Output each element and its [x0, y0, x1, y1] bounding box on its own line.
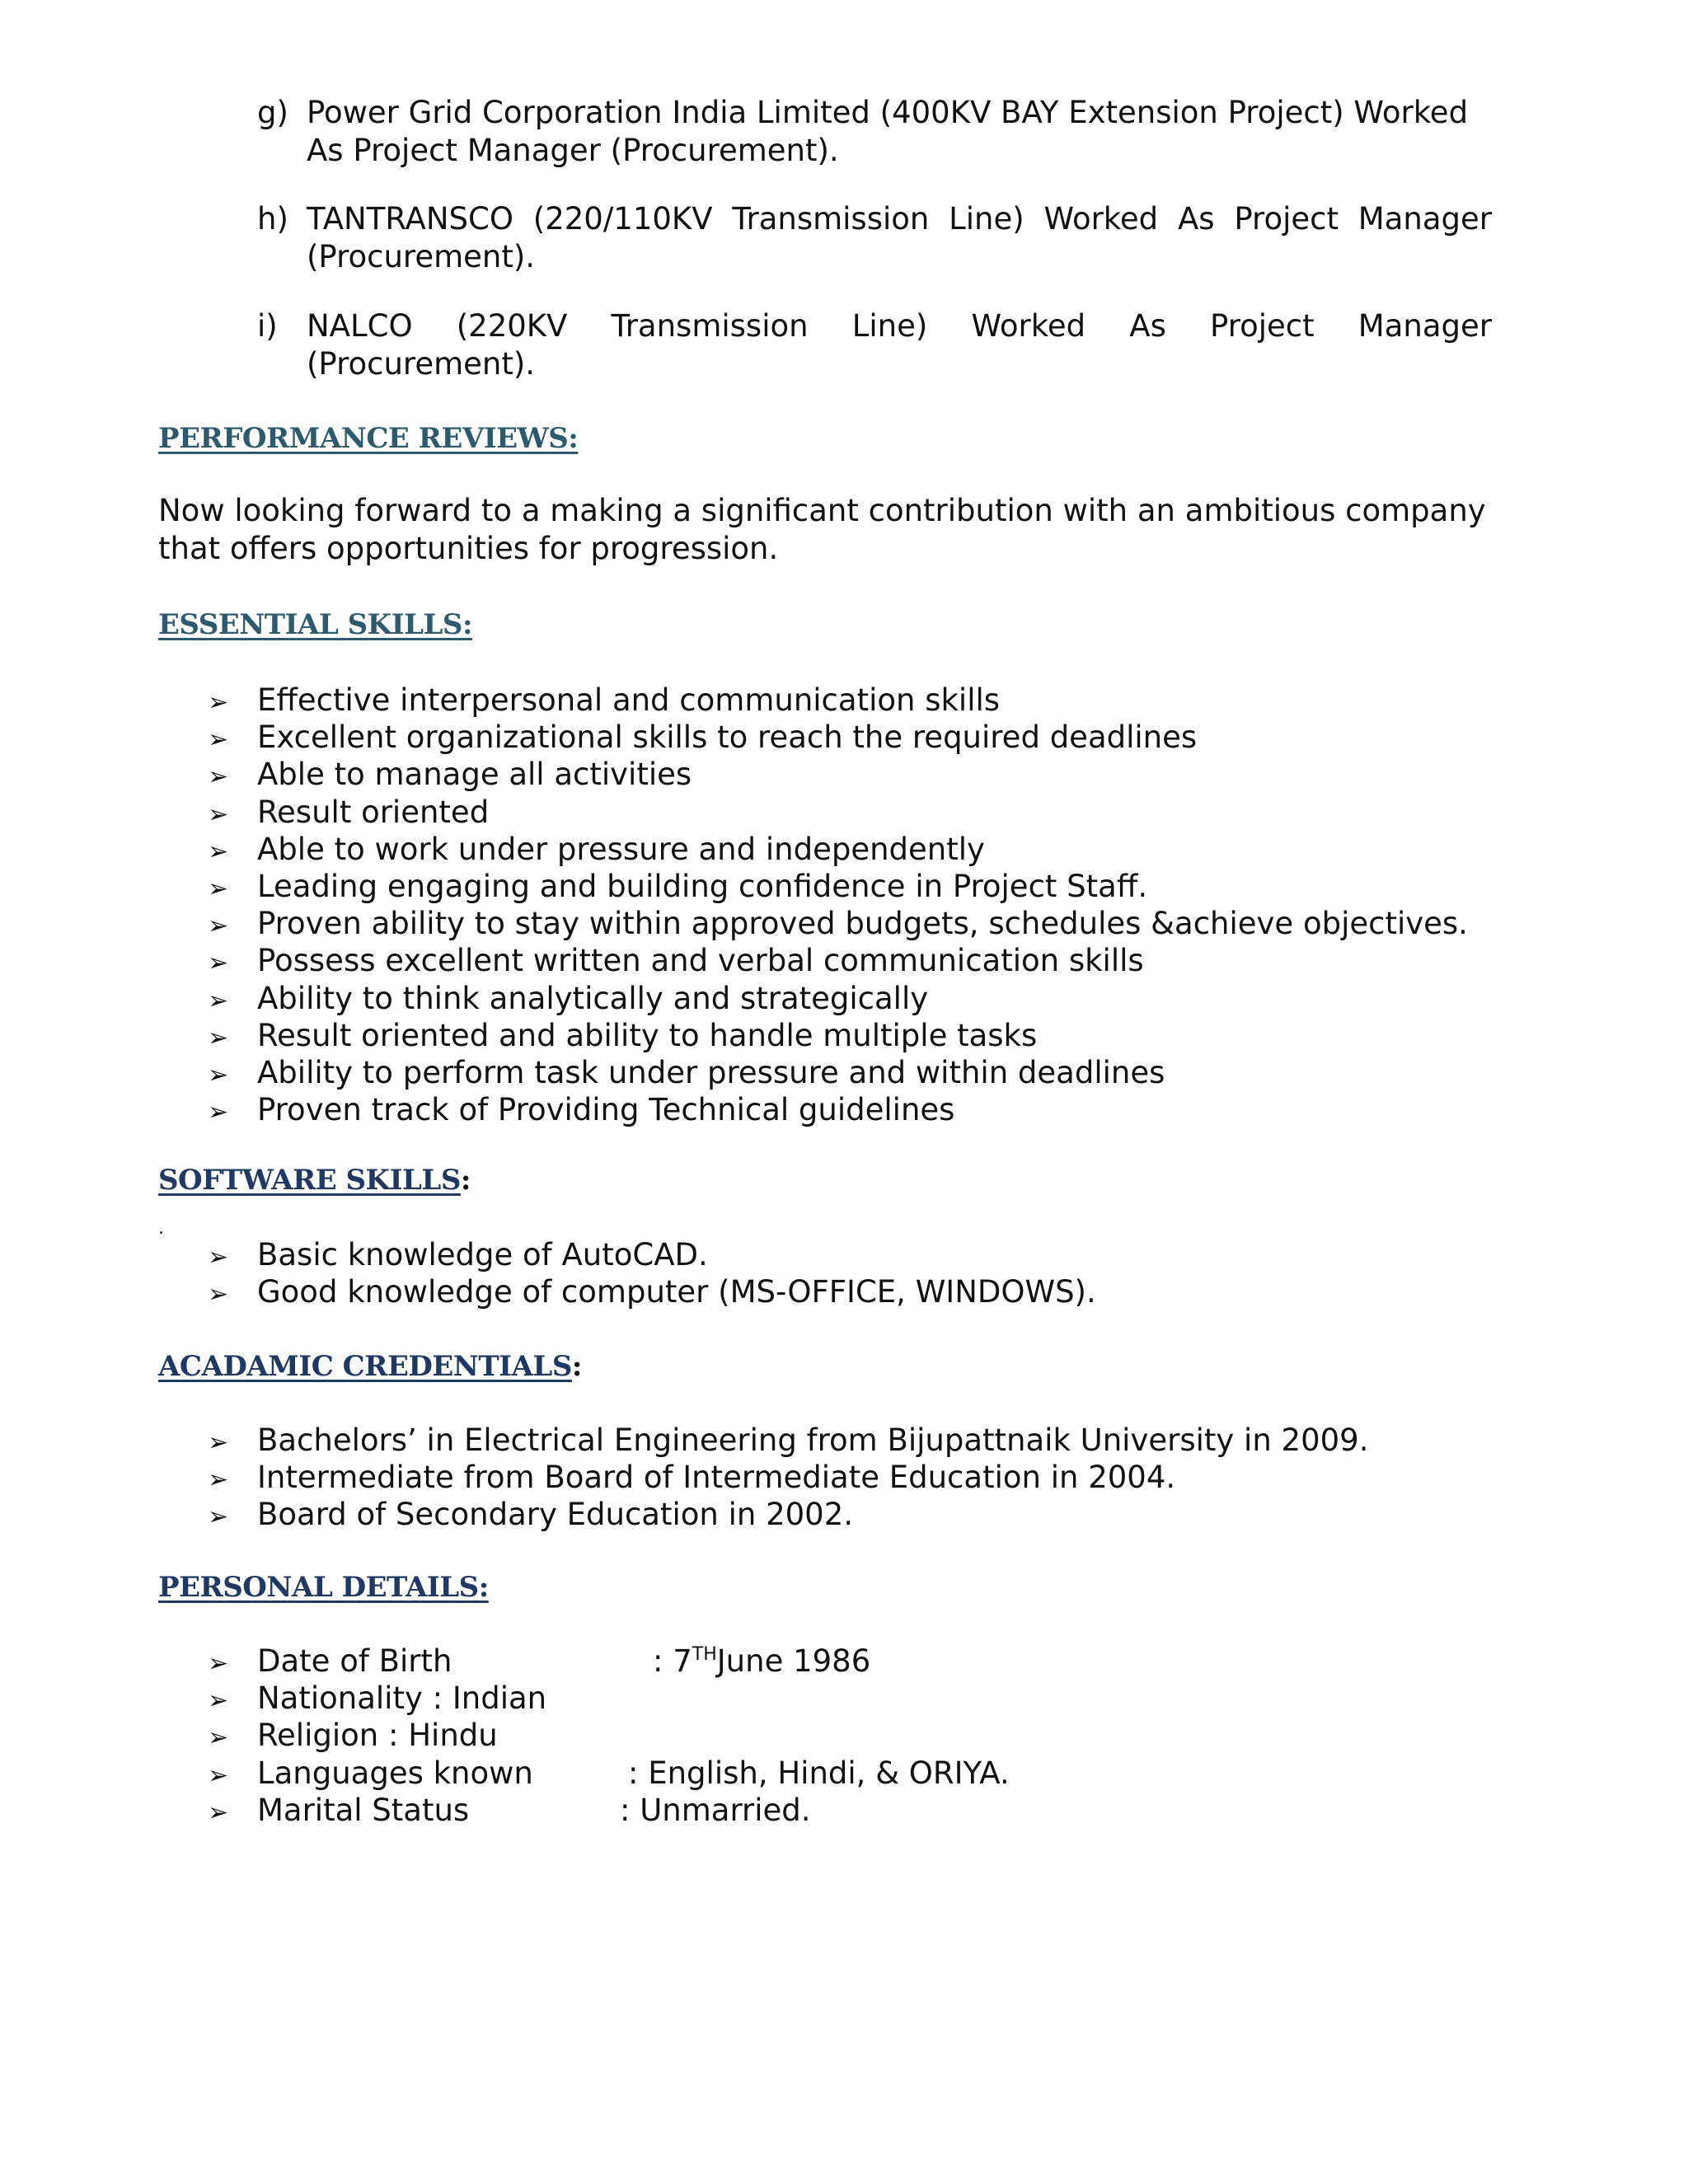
list-item: [208, 1422, 1368, 1459]
essential-skills-list: [208, 682, 1468, 1128]
project-item: [307, 307, 1492, 383]
list-item: [208, 1054, 1468, 1091]
list-item: [208, 1680, 1197, 1717]
list-item: [208, 905, 1468, 942]
list-item: [208, 942, 1468, 979]
dob-label: Date of Birth: [257, 1643, 452, 1679]
academic-heading-text: ACADAMIC CREDENTIALS: [158, 1350, 572, 1383]
skill-text: Leading engaging and building confidence in Project Staff.: [257, 868, 1148, 904]
arrow-bullet-icon: ➢: [208, 1760, 229, 1790]
arrow-bullet-icon: ➢: [208, 1280, 229, 1310]
list-item: [208, 831, 1468, 868]
academic-text: Bachelors’ in Electrical Engineering from Bijupattnaik University in 2009.: [257, 1422, 1369, 1458]
project-line: Power Grid Corporation India Limited (400KV BAY Extension Project) Worked: [307, 95, 1469, 130]
list-item: [208, 1236, 1096, 1273]
essential-skills-heading: ESSENTIAL SKILLS:: [158, 608, 473, 641]
skill-text: Proven ability to stay within approved budgets, schedules &achieve objectives.: [257, 906, 1468, 942]
list-item: [208, 794, 1468, 831]
academic-text: Board of Secondary Education in 2002.: [257, 1497, 854, 1533]
skill-text: Ability to think analytically and strategically: [257, 980, 929, 1016]
list-item: [208, 1459, 1368, 1496]
arrow-bullet-icon: ➢: [208, 1465, 229, 1495]
list-item: [208, 1792, 1197, 1829]
marital-value: : Unmarried.: [620, 1792, 811, 1828]
academic-list: [208, 1422, 1368, 1534]
arrow-bullet-icon: ➢: [208, 1797, 229, 1827]
skill-text: Possess excellent written and verbal communication skills: [257, 943, 1144, 979]
skill-text: Excellent organizational skills to reach the required deadlines: [257, 719, 1198, 756]
dob-suffix: June 1986: [716, 1643, 871, 1679]
arrow-bullet-icon: ➢: [208, 837, 229, 866]
arrow-bullet-icon: ➢: [208, 1023, 229, 1052]
skill-text: Effective interpersonal and communication skills: [257, 682, 1001, 718]
project-item: [307, 200, 1492, 276]
list-item: [208, 756, 1468, 793]
project-line: (Procurement).: [307, 239, 536, 274]
arrow-bullet-icon: ➢: [208, 799, 229, 829]
personal-details-list: [208, 1643, 1197, 1829]
list-item: [208, 1273, 1096, 1310]
project-letter: i): [257, 308, 278, 344]
performance-text-line: that offers opportunities for progression.: [158, 531, 779, 566]
performance-text: [158, 492, 1493, 568]
arrow-bullet-icon: ➢: [208, 1098, 229, 1127]
list-item: [208, 1643, 1197, 1680]
skill-text: Able to work under pressure and independently: [257, 831, 985, 867]
software-skill-text: Good knowledge of computer (MS-OFFICE, WINDOWS).: [257, 1274, 1096, 1310]
academic-heading: [158, 1350, 582, 1383]
project-line: TANTRANSCO (220/110KV Transmission Line) Worked As Project Manager: [307, 201, 1492, 237]
religion-text: Religion : Hindu: [257, 1718, 498, 1754]
skill-text: Able to manage all activities: [257, 757, 692, 793]
list-item: [208, 868, 1468, 905]
dob-value: [653, 1643, 870, 1680]
personal-details-heading: PERSONAL DETAILS:: [158, 1571, 489, 1604]
heading-colon: :: [460, 1164, 471, 1197]
arrow-bullet-icon: ➢: [208, 1686, 229, 1716]
list-item: [208, 1717, 1197, 1754]
performance-heading: PERFORMANCE REVIEWS:: [158, 422, 579, 455]
skill-text: Ability to perform task under pressure and within deadlines: [257, 1054, 1165, 1090]
software-skills-list: [208, 1236, 1096, 1310]
skill-text: Proven track of Providing Technical guidelines: [257, 1092, 955, 1128]
project-letter: h): [257, 201, 288, 237]
nationality-text: Nationality : Indian: [257, 1680, 547, 1717]
arrow-bullet-icon: ➢: [208, 688, 229, 717]
skill-text: Result oriented and ability to handle multiple tasks: [257, 1017, 1038, 1053]
software-skill-text: Basic knowledge of AutoCAD.: [257, 1237, 708, 1272]
arrow-bullet-icon: ➢: [208, 1428, 229, 1457]
project-letter: g): [257, 95, 288, 130]
arrow-bullet-icon: ➢: [208, 1502, 229, 1532]
dob-superscript: TH: [692, 1644, 717, 1665]
dob-prefix: : 7: [653, 1643, 692, 1679]
skill-text: Result oriented: [257, 794, 490, 830]
project-line: NALCO (220KV Transmission Line) Worked As Project Manager: [307, 308, 1492, 344]
list-item: [208, 1091, 1468, 1128]
software-skills-heading-text: SOFTWARE SKILLS: [158, 1164, 461, 1197]
arrow-bullet-icon: ➢: [208, 949, 229, 978]
arrow-bullet-icon: ➢: [208, 1723, 229, 1753]
arrow-bullet-icon: ➢: [208, 986, 229, 1015]
project-line: (Procurement).: [307, 346, 536, 382]
list-item: [208, 1496, 1368, 1533]
languages-value: : English, Hindi, & ORIYA.: [628, 1755, 1010, 1791]
list-item: [208, 719, 1468, 756]
software-skills-heading: [158, 1164, 471, 1197]
project-item: [307, 94, 1492, 170]
stray-dot: .: [158, 1218, 164, 1239]
arrow-bullet-icon: ➢: [208, 874, 229, 903]
languages-label: Languages known: [257, 1755, 533, 1791]
arrow-bullet-icon: ➢: [208, 1649, 229, 1678]
list-item: [208, 1755, 1197, 1792]
marital-label: Marital Status: [257, 1792, 470, 1828]
arrow-bullet-icon: ➢: [208, 762, 229, 792]
arrow-bullet-icon: ➢: [208, 912, 229, 941]
project-line: As Project Manager (Procurement).: [307, 133, 839, 168]
arrow-bullet-icon: ➢: [208, 725, 229, 755]
heading-colon: :: [571, 1350, 582, 1383]
performance-text-line: Now looking forward to a making a significant contribution with an ambitious company: [158, 493, 1486, 528]
arrow-bullet-icon: ➢: [208, 1243, 229, 1272]
academic-text: Intermediate from Board of Intermediate Education in 2004.: [257, 1460, 1176, 1496]
arrow-bullet-icon: ➢: [208, 1060, 229, 1090]
list-item: [208, 1017, 1468, 1054]
list-item: [208, 682, 1468, 719]
list-item: [208, 980, 1468, 1017]
